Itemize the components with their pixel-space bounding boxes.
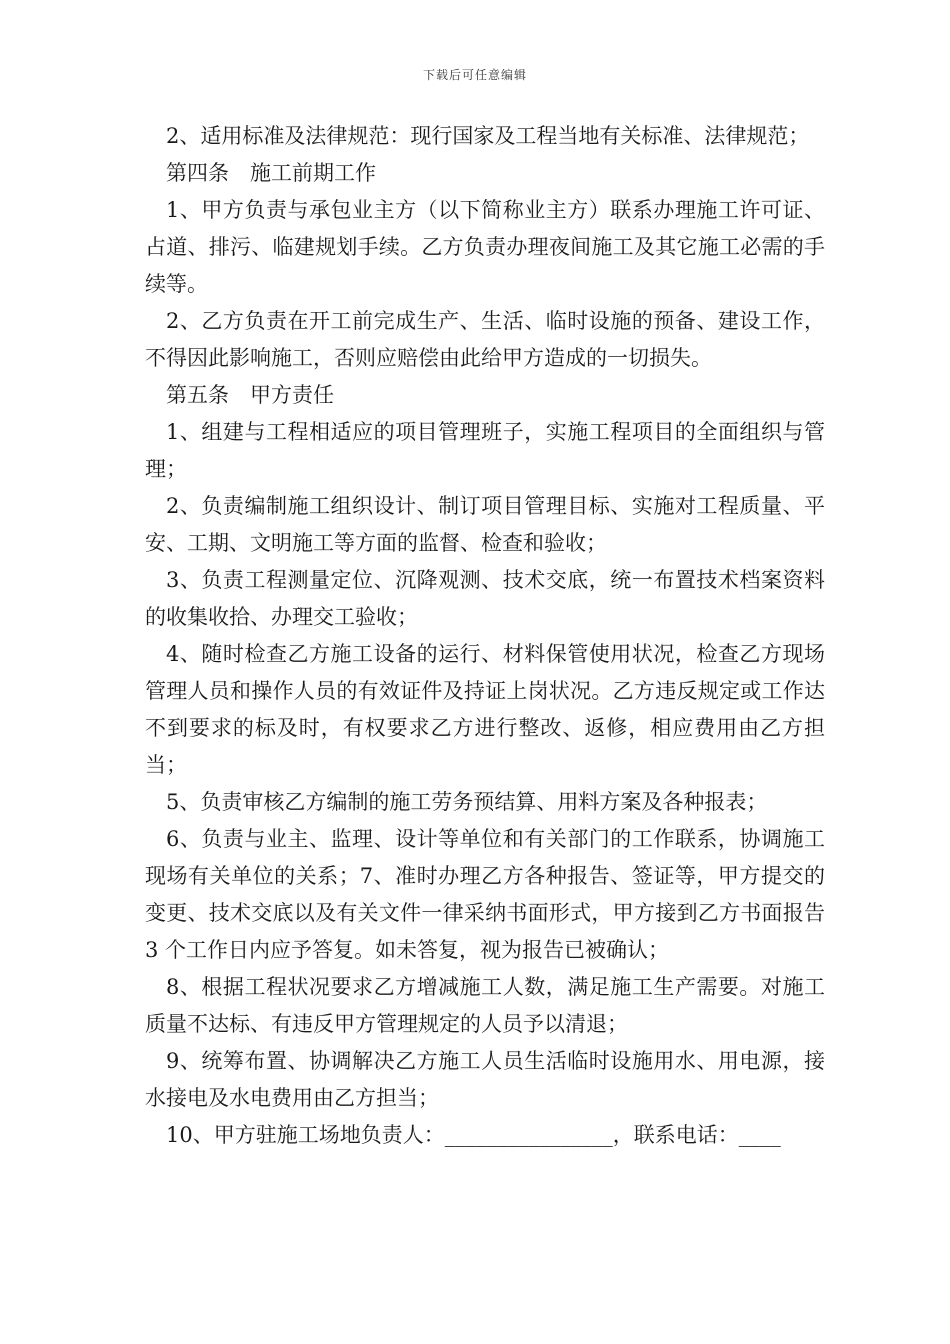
paragraph-site-contact: 10、甲方驻施工场地负责人：________________，联系电话：____ — [166, 1123, 781, 1147]
paragraph-budget-review: 5、负责审核乙方编制的施工劳务预结算、用料方案及各种报表； — [166, 790, 768, 814]
paragraph-surveying: 3、负责工程测量定位、沉降观测、技术交底，统一布置技术档案资料的收集收拾、办理交工验收； — [145, 568, 825, 629]
paragraph-inspection: 4、随时检查乙方施工设备的运行、材料保管使用状况，检查乙方现场管理人员和操作人员的有效证件及持证上岗状况。乙方违反规定或工作达不到要求的标及时，有权要求乙方进行整改、返修，相应费用由乙方担当； — [145, 642, 825, 777]
paragraph-utilities: 9、统筹布置、协调解决乙方施工人员生活临时设施用水、用电源，接水接电及水电费用由乙方担当； — [145, 1049, 825, 1110]
paragraph-management-team: 1、组建与工程相适应的项目管理班子，实施工程项目的全面组织与管理； — [145, 420, 825, 481]
document-body — [145, 118, 832, 1154]
paragraph-construction-design: 2、负责编制施工组织设计、制订项目管理目标、实施对工程质量、平安、工期、文明施工等方面的监督、检查和验收； — [145, 494, 825, 555]
section-heading-article-4: 第四条 施工前期工作 — [166, 161, 376, 185]
section-heading-article-5: 第五条 甲方责任 — [166, 383, 334, 407]
paragraph-preparation: 2、乙方负责在开工前完成生产、生活、临时设施的预备、建设工作，不得因此影响施工，否则应赔偿由此给甲方造成的一切损失。 — [145, 309, 825, 370]
paragraph-coordination: 6、负责与业主、监理、设计等单位和有关部门的工作联系，协调施工现场有关单位的关系；7、准时办理乙方各种报告、签证等，甲方提交的变更、技术交底以及有关文件一律采纳书面形式，甲方接到乙方书面报告 3 个工作日内应予答复。如未答复，视为报告已被确认； — [145, 827, 832, 962]
paragraph-permits: 1、甲方负责与承包业主方（以下简称业主方）联系办理施工许可证、占道、排污、临建规划手续。乙方负责办理夜间施工及其它施工必需的手续等。 — [145, 198, 825, 296]
paragraph-staffing: 8、根据工程状况要求乙方增减施工人数，满足施工生产需要。对施工质量不达标、有违反甲方管理规定的人员予以清退； — [145, 975, 825, 1036]
page-header: 下载后可任意编辑 — [422, 68, 527, 82]
paragraph-standards: 2、适用标准及法律规范：现行国家及工程当地有关标准、法律规范； — [166, 124, 810, 148]
